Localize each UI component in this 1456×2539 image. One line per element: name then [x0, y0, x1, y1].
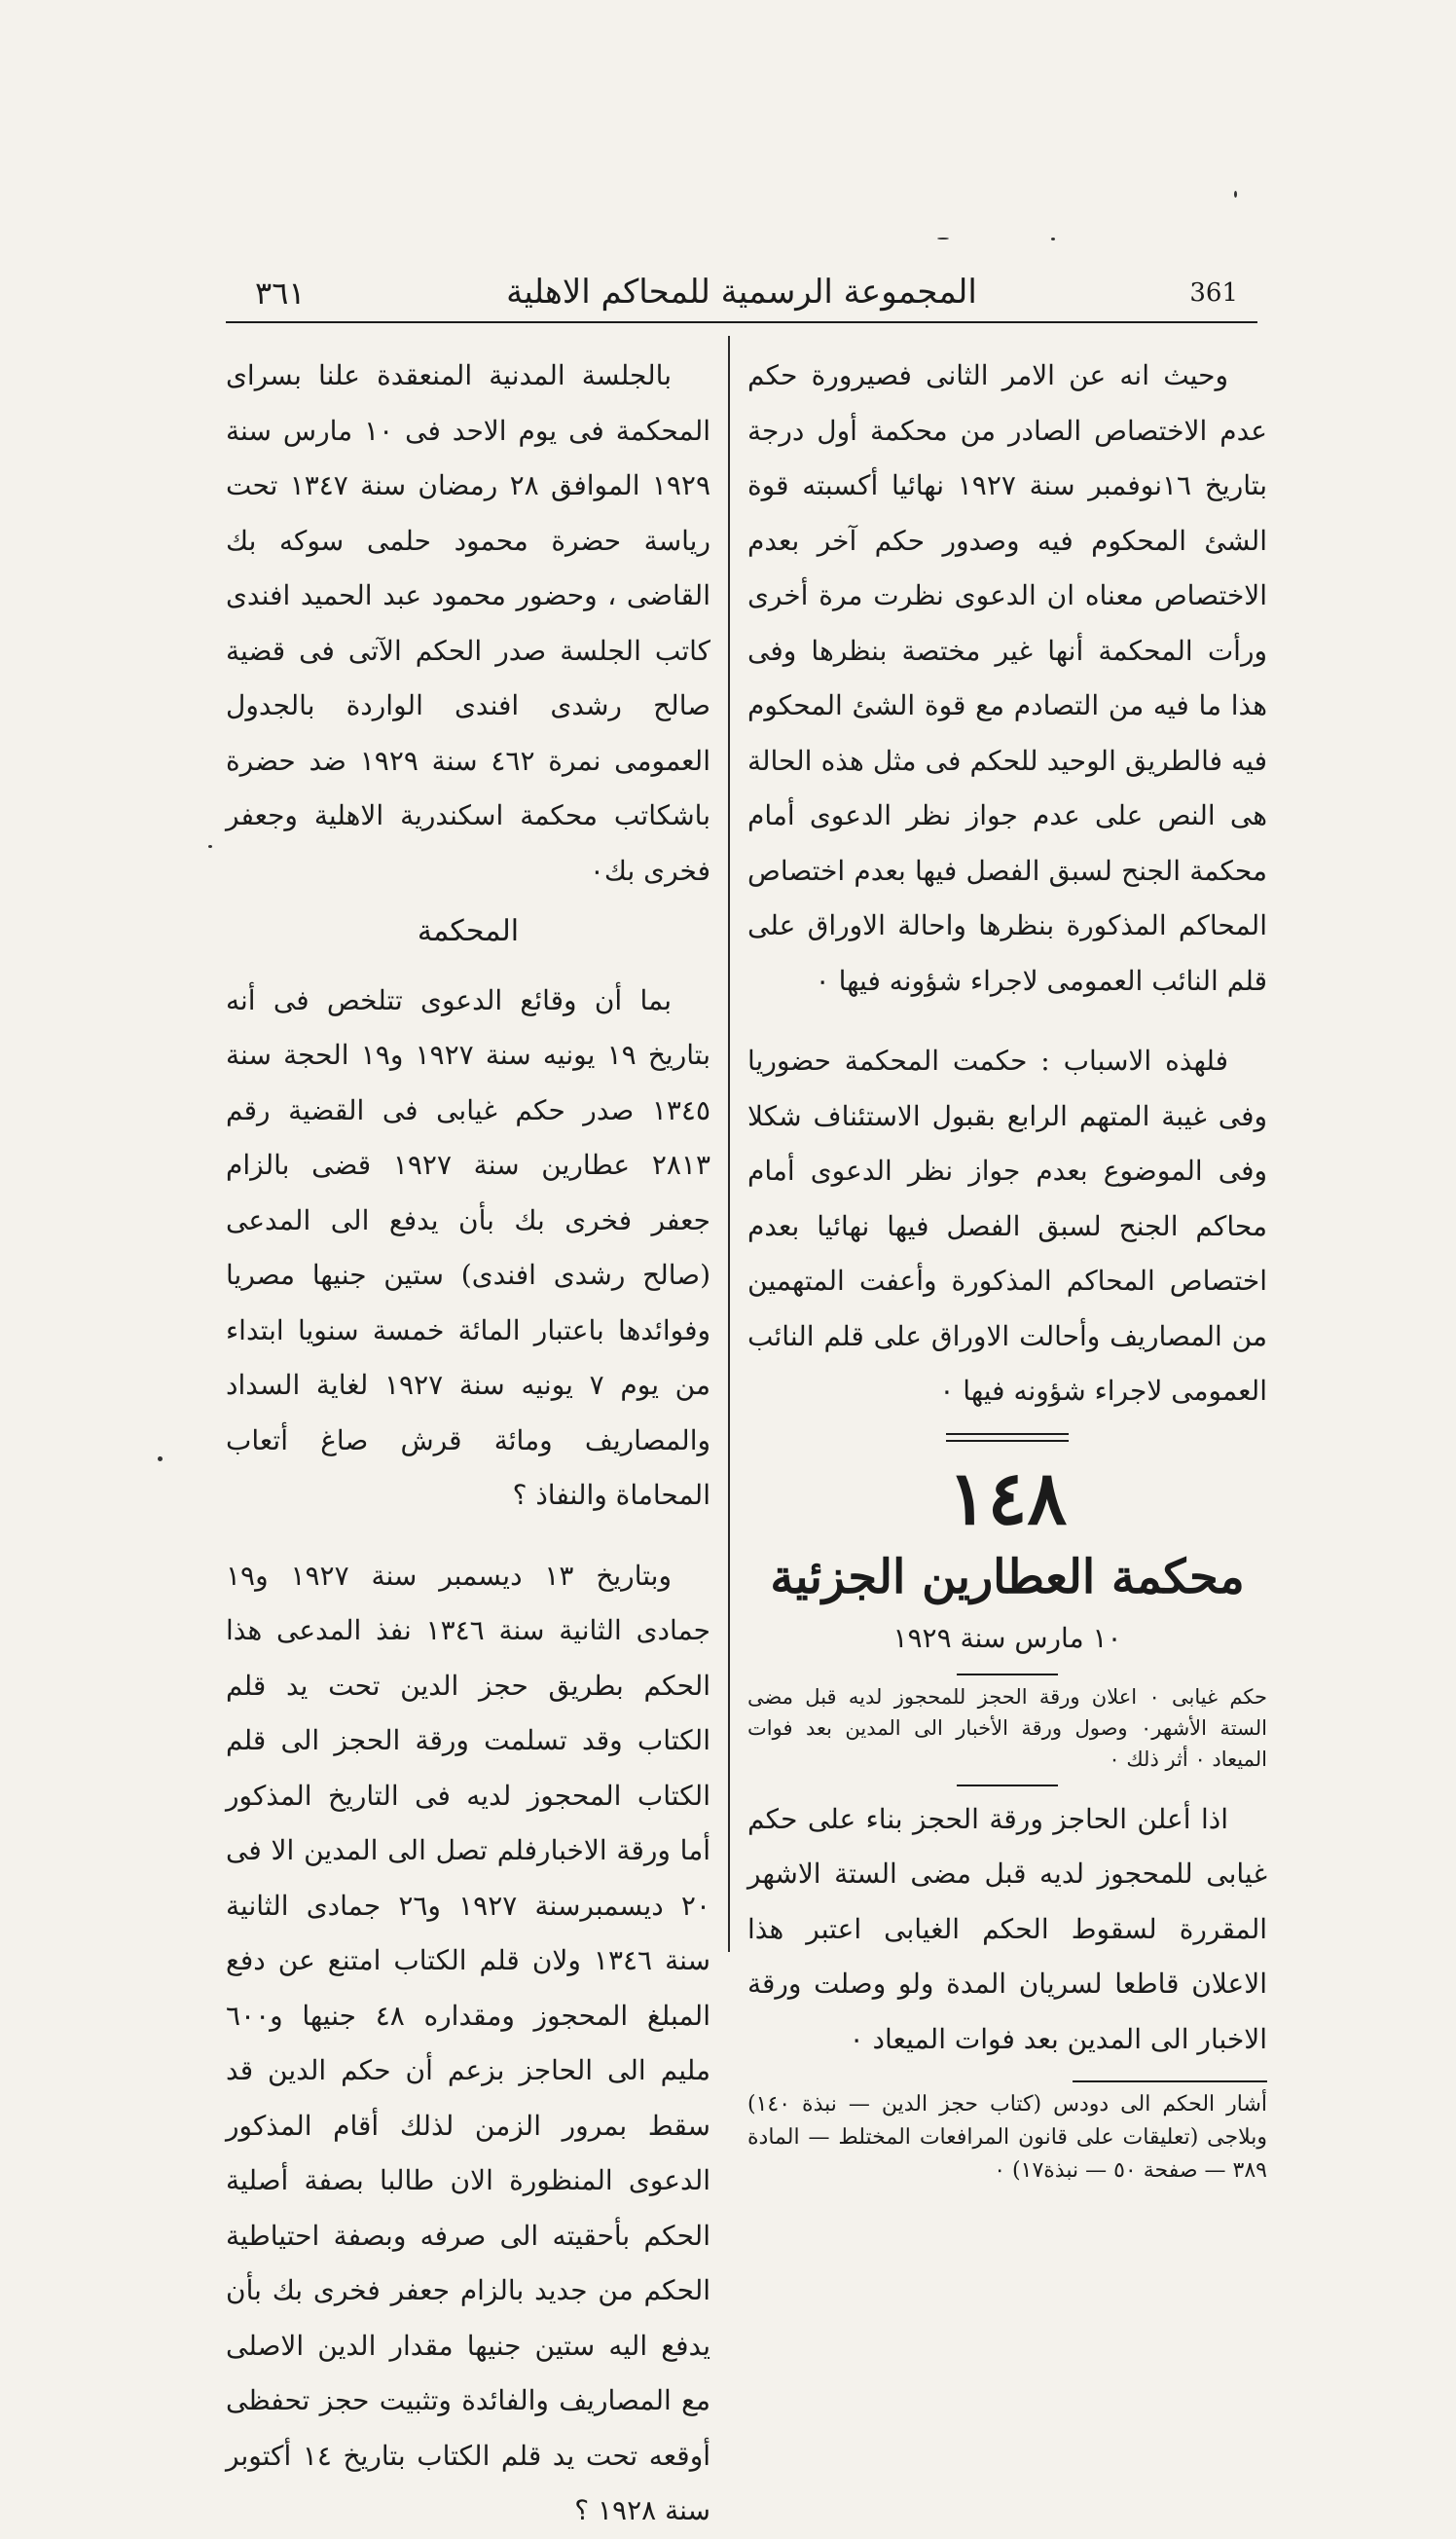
case-number: ١٤٨	[947, 1453, 1068, 1541]
page-number-arabic: ٣٦١	[255, 275, 306, 312]
section-heading: المحكمة	[417, 914, 520, 948]
references-note: أشار الحكم الى دودس (كتاب حجز الدين — نبذة ١٤٠) وبلاجى (تعليقات على قانون المرافعات المختلط — المادة ٣٨٩ — صفحة ٥٠ — نبذة١٧) ٠	[747, 2092, 1267, 2183]
right-column	[747, 349, 1267, 2188]
facts-paragraph: بما أن وقائع الدعوى تتلخص فى أنه بتاريخ ١٩ يونيه سنة ١٩٢٧ و١٩ الحجة سنة ١٣٤٥ صدر حكم غيابى فى القضية رقم ٢٨١٣ عطارين سنة ١٩٢٧ قضى بالزام جعفر فخرى بك بأن يدفع الى المدعى (صالح رشدى افندى) ستين جنيها مصريا وفوائدها باعتبار المائة خمسة سنويا ابتداء من يوم ٧ يونيه سنة ١٩٢٧ لغاية السداد والمصاريف ومائة قرش صاغ أتعاب المحاماة والنفاذ ؟	[226, 983, 710, 1511]
case-date: ١٠ مارس سنة ١٩٢٩	[892, 1621, 1122, 1654]
summary-rule-bottom	[957, 1785, 1058, 1786]
judgment-reasoning-paragraph: وحيث انه عن الامر الثانى فصيرورة حكم عدم الاختصاص الصادر من محكمة أول درجة بتاريخ ١٦نوفمبر سنة ١٩٢٧ نهائيا أكسبته قوة الشئ المحكوم فيه وصدور حكم آخر بعدم الاختصاص معناه ان الدعوى نظرت مرة أخرى ورأت المحكمة أنها غير مختصة بنظرها وفى هذا ما فيه من التصادم مع قوة الشئ المحكوم فيه فالطريق الوحيد للحكم فى مثل هذه الحالة هى النص على عدم جواز نظر الدعوى أمام محكمة الجنح لسبق الفصل فيها بعدم اختصاص المحاكم المذكورة بنظرها واحالة الاوراق على قلم النائب العمومى لاجراء شؤونه فيها ٠	[747, 359, 1267, 997]
page-number-latin: 361	[1189, 278, 1238, 308]
legal-principle: اذا أعلن الحاجز ورقة الحجز بناء على حكم غيابى للمحجوز لديه قبل مضى الستة الاشهر المقررة لسقوط الحكم الغيابى اعتبر هذا الاعلان قاطعا لسريان المدة ولو وصلت ورقة الاخبار الى المدين بعد فوات الميعاد ٠	[747, 1802, 1267, 2055]
section-divider	[946, 1433, 1069, 1442]
execution-paragraph: وبتاريخ ١٣ ديسمبر سنة ١٩٢٧ و١٩ جمادى الثانية سنة ١٣٤٦ نفذ المدعى هذا الحكم بطريق حجز الدين تحت يد قلم الكتاب وقد تسلمت ورقة الحجز الى قلم الكتاب المحجوز لديه فى التاريخ المذكور أما ورقة الاخبارفلم تصل الى المدين الا فى ٢٠ ديسمبرسنة ١٩٢٧ و٢٦ جمادى الثانية سنة ١٣٤٦ ولان قلم الكتاب امتنع عن دفع المبلغ المحجوز ومقداره ٤٨ جنيها و٦٠٠ مليم الى الحاجز بزعم أن حكم الدين قد سقط بمرور الزمن لذلك أقام المذكور الدعوى المنظورة الان طالبا بصفة أصلية الحكم بأحقيته الى صرفه وبصفة احتياطية الحكم من جديد بالزام جعفر فخرى بك بأن يدفع اليه ستين جنيها مقدار الدين الاصلى مع المصاريف والفائدة وتثبيت حجز تحفظى أوقعه تحت يد قلم الكتاب بتاريخ ١٤ أكتوبر سنة ١٩٢٨ ؟	[226, 1559, 710, 2526]
judgment-operative-paragraph: فلهذه الاسباب : حكمت المحكمة حضوريا وفى غيبة المتهم الرابع بقبول الاستئناف شكلا وفى الموضوع بعدم جواز نظر الدعوى أمام محاكم الجنح لسبق الفصل فيها نهائيا بعدم اختصاص المحاكم المذكورة وأعفت المتهمين من المصاريف وأحالت الاوراق على قلم النائب العمومى لاجراء شؤونه فيها ٠	[747, 1045, 1267, 1407]
running-title: المجموعة الرسمية للمحاكم الاهلية	[506, 273, 977, 312]
court-name: محكمة العطارين الجزئية	[770, 1549, 1245, 1604]
page-header	[226, 265, 1257, 327]
session-paragraph: بالجلسة المدنية المنعقدة علنا بسراى المحكمة فى يوم الاحد فى ١٠ مارس سنة ١٩٢٩ الموافق ٢٨ رمضان سنة ١٣٤٧ تحت رياسة حضرة محمود حلمى سوكه بك القاضى ، وحضور محمود عبد الحميد افندى كاتب الجلسة صدر الحكم الآتى فى قضية صالح رشدى افندى الواردة بالجدول العمومى نمرة ٤٦٢ سنة ١٩٢٩ ضد حضرة باشكاتب محكمة اسكندرية الاهلية وجعفر فخرى بك٠	[226, 359, 710, 887]
case-summary: حكم غيابى ٠ اعلان ورقة الحجز للمحجوز لديه قبل مضى الستة الأشهر٠ وصول ورقة الأخبار الى المدين بعد فوات الميعاد ٠ أثر ذلك ٠	[747, 1684, 1267, 1771]
summary-rule-top	[957, 1674, 1058, 1675]
header-rule	[226, 321, 1257, 323]
column-divider	[728, 336, 730, 1952]
left-column	[226, 349, 710, 2539]
references-rule	[1073, 2080, 1267, 2082]
